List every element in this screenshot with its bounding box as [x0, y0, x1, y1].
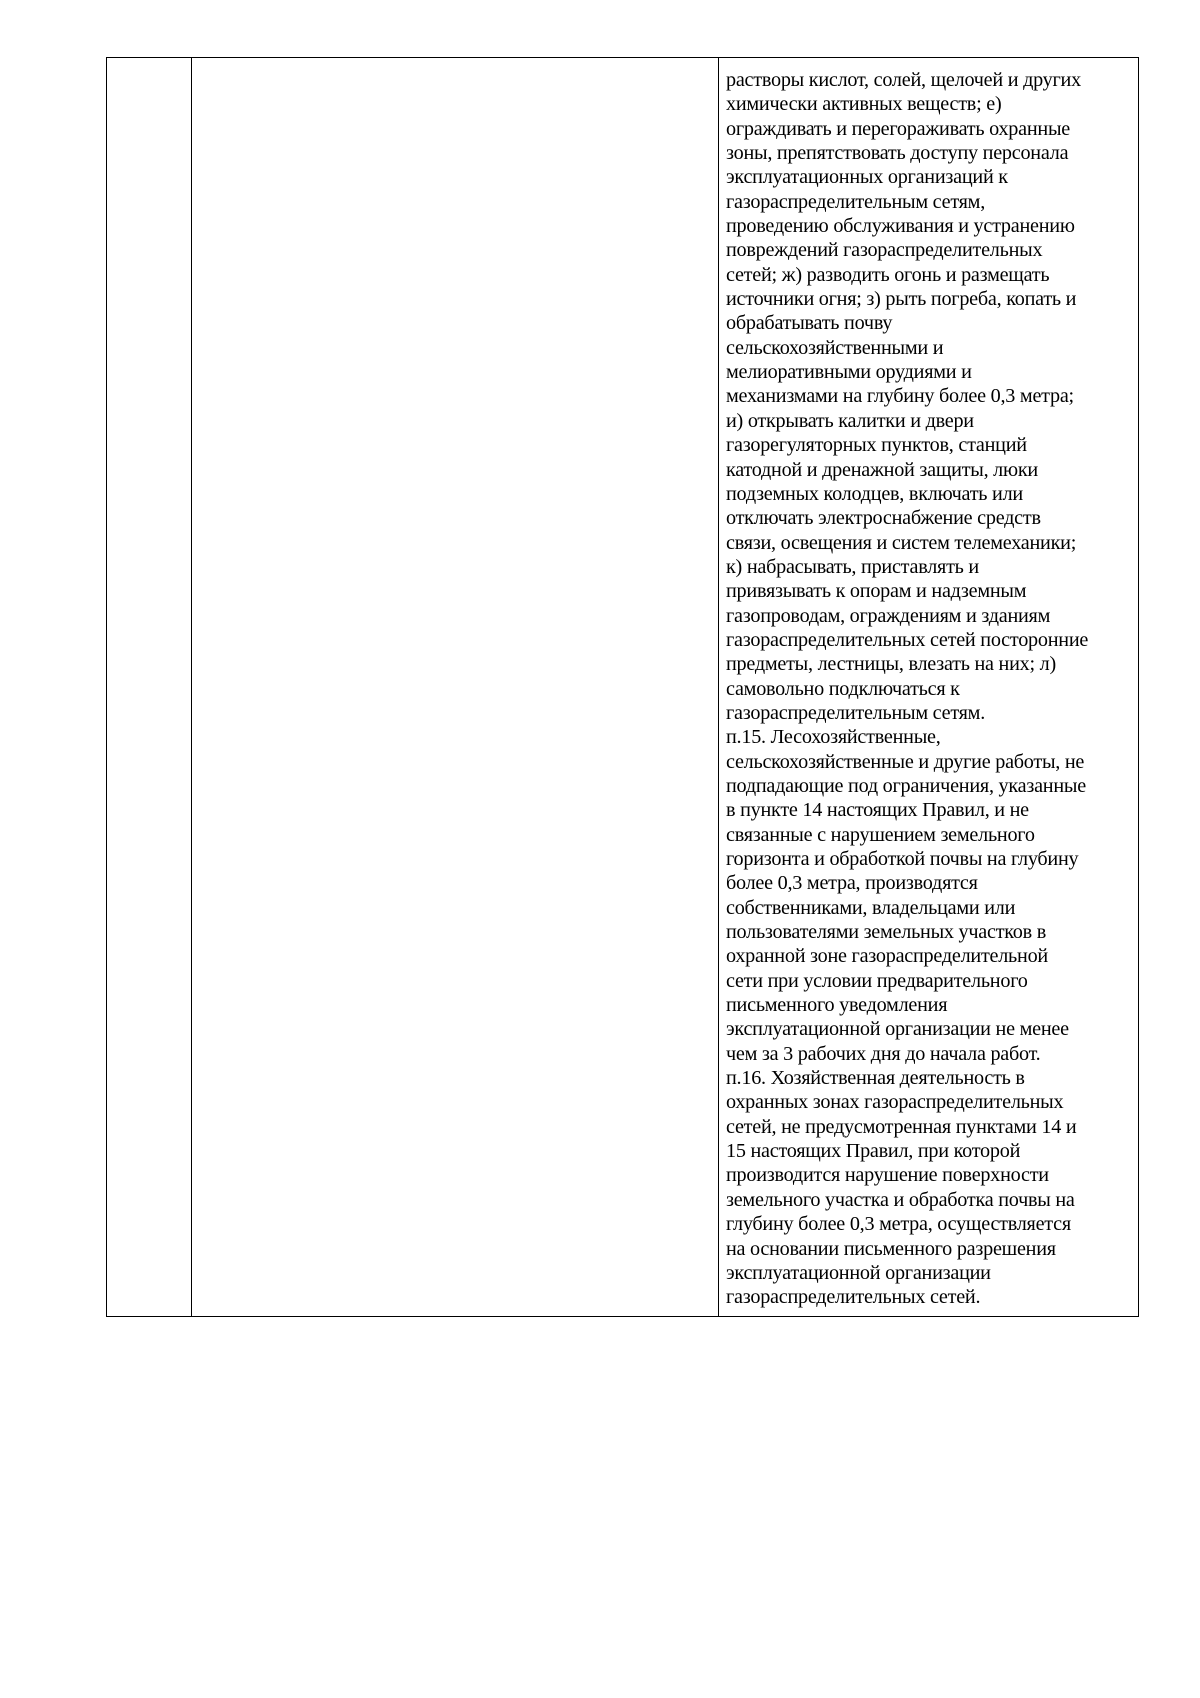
table-row — [107, 58, 1139, 1317]
title-cell — [192, 58, 719, 1317]
restrictions-text: растворы кислот, солей, щелочей и других химически активных веществ; е) ограждивать и перегораживать охранные зоны, препятствовать доступу персонала эксплуатационных организаций к газораспределительным сетям, проведению обслуживания и устранению повреждений газораспределительных сетей; ж) разводить огонь и размещать источники огня; з) рыть погреба, копать и обрабатывать почву сельскохозяйственными и мелиоративными орудиями и механизмами на глубину более 0,3 метра; и) открывать калитки и двери газорегуляторных пунктов, станций катодной и дренажной защиты, люки подземных колодцев, включать или отключать электроснабжение средств связи, освещения и систем телемеханики; к) набрасывать, приставлять и привязывать к опорам и надземным газопроводам, ограждениям и зданиям газораспределительных сетей посторонние предметы, лестницы, влезать на них; л) самовольно подключаться к газораспределительным сетям. п.15. Лесохозяйственные, сельскохозяйственные и другие работы, не подпадающие под ограничения, указанные в пункте 14 настоящих Правил, и не связанные с нарушением земельного горизонта и обработкой почвы на глубину более 0,3 метра, производятся собственниками, владельцами или пользователями земельных участков в охранной зоне газораспределительной сети при условии предварительного письменного уведомления эксплуатационной организации не менее чем за 3 рабочих дня до начала работ. п.16. Хозяйственная деятельность в охранных зонах газораспределительных сетей, не предусмотренная пунктами 14 и 15 настоящих Правил, при которой производится нарушение поверхности земельного участка и обработка почвы на глубину более 0,3 метра, осуществляется на основании письменного разрешения эксплуатационной организации газораспределительных сетей. — [726, 69, 1089, 1309]
number-cell-text — [107, 58, 191, 74]
regulation-table — [106, 57, 1139, 1317]
title-cell-text — [192, 58, 718, 74]
number-cell — [107, 58, 192, 1317]
restrictions-cell — [719, 58, 1139, 1317]
